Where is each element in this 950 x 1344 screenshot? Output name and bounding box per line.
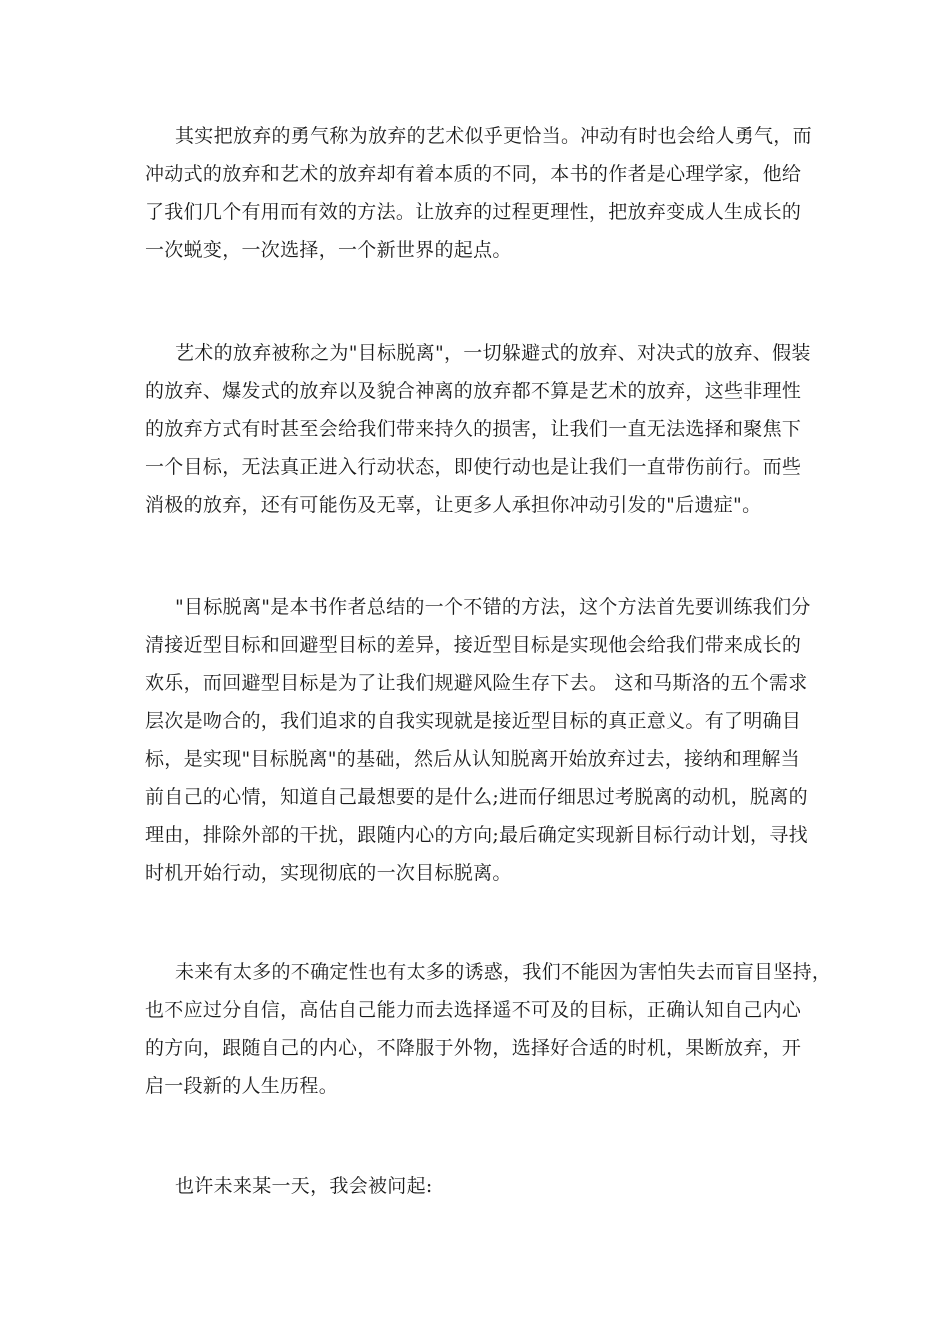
paragraph-line: 层次是吻合的，我们追求的自我实现就是接近型目标的真正意义。有了明确目: [145, 710, 802, 732]
paragraph-line: 欢乐，而回避型目标是为了让我们规避风险生存下去。 这和马斯洛的五个需求: [145, 672, 808, 694]
paragraph-line: 也许未来某一天，我会被问起:: [175, 1175, 433, 1197]
paragraph-1: [145, 117, 810, 269]
paragraph-2: [145, 334, 810, 524]
paragraph-line: 一次蜕变，一次选择，一个新世界的起点。: [145, 239, 512, 261]
paragraph-line: 一个目标，无法真正进入行动状态，即使行动也是让我们一直带伤前行。而些: [145, 456, 802, 478]
paragraph-line: 的放弃、爆发式的放弃以及貌合神离的放弃都不算是艺术的放弃，这些非理性: [145, 380, 802, 402]
paragraph-line: 了我们几个有用而有效的方法。让放弃的过程更理性，把放弃变成人生成长的: [145, 201, 802, 223]
paragraph-line: 消极的放弃，还有可能伤及无辜，让更多人承担你冲动引发的"后遗症"。: [145, 494, 762, 516]
paragraph-5: [145, 1167, 810, 1205]
paragraph-line: 的放弃方式有时甚至会给我们带来持久的损害，让我们一直无法选择和聚焦下: [145, 418, 802, 440]
paragraph-line: "目标脱离"是本书作者总结的一个不错的方法，这个方法首先要训练我们分: [175, 596, 811, 618]
paragraph-line: 前自己的心情，知道自己最想要的是什么;进而仔细思过考脱离的动机，脱离的: [145, 786, 808, 808]
paragraph-line: 理由，排除外部的干扰，跟随内心的方向;最后确定实现新目标行动计划，寻找: [145, 824, 808, 846]
paragraph-line: 未来有太多的不确定性也有太多的诱惑，我们不能因为害怕失去而盲目坚持，: [175, 961, 832, 983]
paragraph-line: 也不应过分自信，高估自己能力而去选择遥不可及的目标，正确认知自己内心: [145, 999, 802, 1021]
paragraph-line: 清接近型目标和回避型目标的差异，接近型目标是实现他会给我们带来成长的: [145, 634, 802, 656]
paragraph-line: 艺术的放弃被称之为"目标脱离"，一切躲避式的放弃、对决式的放弃、假装: [175, 342, 811, 364]
paragraph-line: 时机开始行动，实现彻底的一次目标脱离。: [145, 862, 512, 884]
paragraph-line: 冲动式的放弃和艺术的放弃却有着本质的不同，本书的作者是心理学家，他给: [145, 163, 802, 185]
paragraph-line: 的方向，跟随自己的内心，不降服于外物，选择好合适的时机，果断放弃，开: [145, 1037, 802, 1059]
paragraph-line: 其实把放弃的勇气称为放弃的艺术似乎更恰当。冲动有时也会给人勇气，而: [175, 125, 812, 147]
paragraph-4: [145, 953, 832, 1105]
paragraph-line: 标，是实现"目标脱离"的基础，然后从认知脱离开始放弃过去，接纳和理解当: [145, 748, 800, 770]
paragraph-line: 启一段新的人生历程。: [145, 1075, 339, 1097]
paragraph-3: [145, 588, 810, 892]
